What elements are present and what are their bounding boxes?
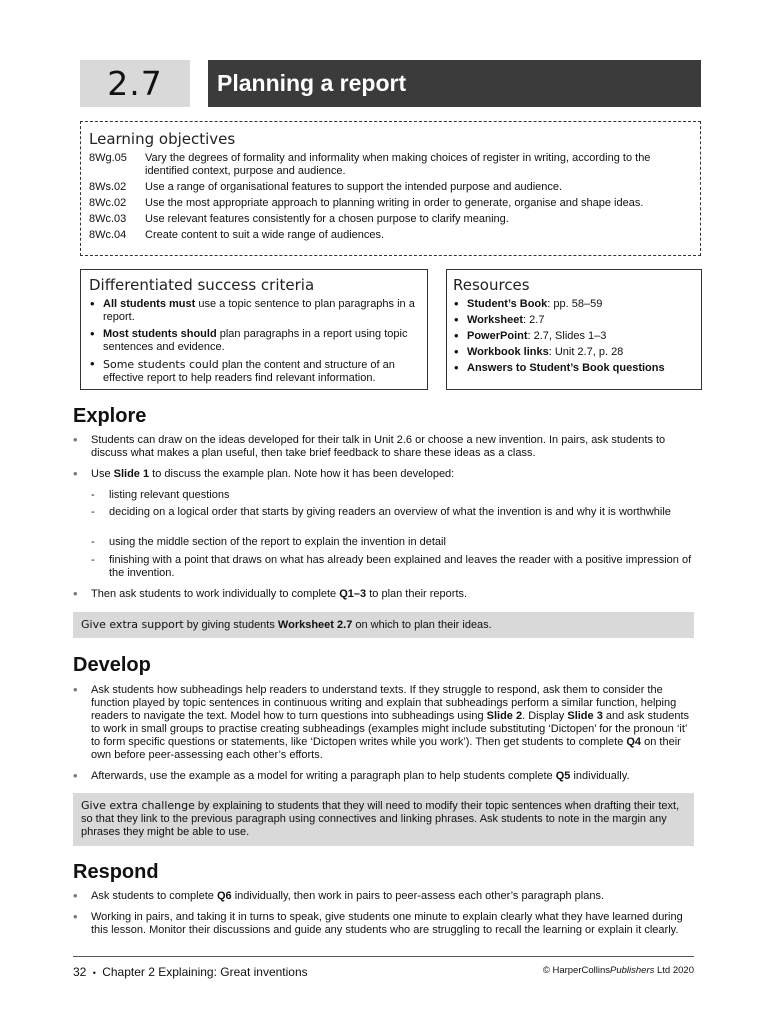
objective-text: Use the most appropriate approach to planning writing in order to generate, organise and shape ideas.	[145, 197, 644, 209]
explore-dash-item: - finishing with a point that draws on what has already been explained and leaves the reader with a positive impression of the invention.	[91, 554, 695, 580]
explore-paragraph: • Students can draw on the ideas developed for their talk in Unit 2.6 or choose a new invention. In pairs, ask students to discuss what makes a plan useful, then take brief feedback to share these ideas as a class.	[73, 434, 695, 460]
respond-heading: Respond	[73, 861, 159, 883]
page-title: Planning a report	[208, 60, 701, 107]
success-item: • Some students could plan the content and structure of an effective report to help readers find relevant information.	[89, 358, 419, 385]
resource-item: • Workbook links: Unit 2.7, p. 28	[453, 346, 693, 359]
chapter-label: Chapter 2 Explaining: Great inventions	[102, 965, 308, 979]
success-item: • All students must use a topic sentence to plan paragraphs in a report.	[89, 298, 419, 324]
success-criteria-box	[80, 269, 428, 390]
respond-paragraph: • Working in pairs, and taking it in turns to speak, give students one minute to explain clearly what they have learned during this lesson. Monitor their discussions and guide any students who are struggling to recall the learning or explain it clearly.	[73, 911, 695, 937]
develop-paragraph: • Ask students how subheadings help readers to understand texts. If they struggle to respond, ask them to consider the function played by topic sentences in continuous writing and explain that subheadings perform a similar function, helping readers to navigate the text. Model how to turn questions into subheadings using Slide 2. Display Slide 3 and ask students to work in small groups to practise creating subheadings (examples might include substituting ‘Dictopen’ for the pronoun ‘it’ to form specific questions or statements, like ‘Dictopen writes while you work’). Then get students to complete Q4 on their own before peer-assessing each other’s efforts.	[73, 684, 695, 762]
objective-row	[89, 213, 692, 226]
develop-paragraph: • Afterwards, use the example as a model for writing a paragraph plan to help students complete Q5 individually.	[73, 770, 695, 783]
objective-code: 8Wc.02	[89, 197, 127, 209]
objective-code: 8Wg.05	[89, 152, 127, 164]
explore-heading: Explore	[73, 405, 147, 427]
objective-text: Vary the degrees of formality and informality when making choices of register in writing, according to the identified context, purpose and audience.	[145, 152, 651, 177]
copyright: © HarperCollinsPublishers Ltd 2020	[542, 965, 694, 976]
resource-item: • Answers to Student’s Book questions	[453, 362, 693, 375]
resource-item: • PowerPoint: 2.7, Slides 1–3	[453, 330, 693, 343]
objective-row	[89, 152, 692, 178]
objective-code: 8Wc.04	[89, 229, 127, 241]
explore-dash-item: - listing relevant questions	[91, 489, 695, 502]
respond-paragraph: • Ask students to complete Q6 individually, then work in pairs to peer-assess each other’s paragraph plans.	[73, 890, 695, 903]
explore-paragraph: • Then ask students to work individually to complete Q1–3 to plan their reports.	[73, 588, 695, 601]
resource-item: • Student’s Book: pp. 58–59	[453, 298, 693, 311]
objective-text: Use a range of organisational features to support the intended purpose and audience.	[145, 181, 563, 193]
resource-item: • Worksheet: 2.7	[453, 314, 693, 327]
footer-left: 32 • Chapter 2 Explaining: Great inventions	[73, 965, 308, 979]
extra-support-box: Give extra support by giving students Worksheet 2.7 on which to plan their ideas.	[73, 612, 694, 638]
objective-row	[89, 181, 692, 194]
footer-divider	[73, 956, 694, 957]
objectives-heading: Learning objectives	[89, 130, 236, 148]
extra-challenge-box: Give extra challenge by explaining to students that they will need to modify their topic sentences when drafting their text, so that they link to the previous paragraph using connectives and linking phrases. Ask students to note in the margin any phrases they might be able to use.	[73, 793, 694, 846]
unit-number: 2.7	[80, 60, 190, 107]
objective-text: Use relevant features consistently for a chosen purpose to clarify meaning.	[145, 213, 509, 225]
develop-heading: Develop	[73, 654, 151, 676]
footer	[73, 965, 694, 979]
resources-heading: Resources	[453, 276, 530, 294]
explore-dash-item: - deciding on a logical order that starts by giving readers an overview of what the invention is and why it is worthwhile	[91, 506, 695, 519]
explore-dash-item: - using the middle section of the report to explain the invention in detail	[91, 536, 695, 549]
objective-text: Create content to suit a wide range of audiences.	[145, 229, 385, 241]
learning-objectives-box	[80, 121, 701, 256]
page-number: 32	[73, 965, 87, 979]
objective-row	[89, 197, 692, 210]
success-item: • Most students should plan paragraphs in a report using topic sentences and evidence.	[89, 328, 419, 354]
objective-code: 8Wc.03	[89, 213, 127, 225]
objective-code: 8Ws.02	[89, 181, 127, 193]
resources-box	[446, 269, 702, 390]
objective-row	[89, 229, 692, 242]
success-heading: Differentiated success criteria	[89, 276, 315, 294]
objectives-list	[89, 152, 692, 242]
explore-paragraph: • Use Slide 1 to discuss the example plan. Note how it has been developed:	[73, 468, 695, 481]
